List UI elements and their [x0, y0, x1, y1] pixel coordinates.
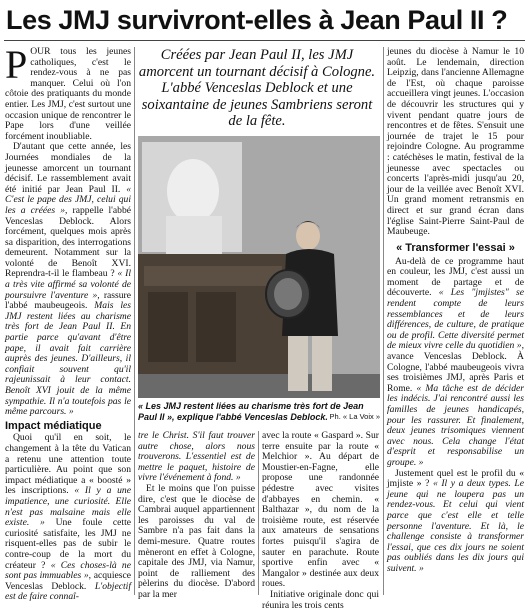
paragraph	[387, 257, 524, 469]
column-divider	[383, 47, 384, 595]
photo-illustration	[138, 136, 380, 398]
lead-paragraph	[5, 42, 131, 142]
text: Au-delà de ce programme haut en couleur, les JMJ, c'est aussi un moment de partage et de découverte.	[387, 255, 524, 299]
paragraph	[138, 431, 255, 484]
paragraph	[387, 469, 524, 575]
photo-caption	[138, 401, 380, 422]
quote: « C'est le pape des JMJ, celui qui les a créées »	[5, 183, 131, 216]
column-divider	[258, 431, 259, 595]
caption-text: « Les JMJ restent liées au charisme très fort de Jean Paul II », explique l'abbé Venceslas Deblock.	[138, 401, 364, 422]
text: D'autant que cette année, les Journées mondiales de la jeunesse amorcent un tournant décisif. Le rassemblement avait été initié par Jean Paul II.	[5, 141, 131, 195]
text: Une foule cette curiosité satisfaite, les JMJ ne risquent-elles pas de subir le contre-coup de la mort du créateur ?	[5, 517, 131, 571]
quote: tre le Christ. S'il faut trouver autre chose, alors nous trouverons. L'essentiel est de mettre le paquet, histoire de vivre l'événement à fond. »	[138, 430, 255, 484]
text: Initiative originale donc qui réunira les trois cents	[262, 588, 379, 611]
quote: « Il a très vite affirmé sa volonté de poursuivre l'aventure »	[5, 268, 131, 301]
drop-cap: P	[5, 42, 28, 87]
quote: « Ma tâche est de décider les indécis. J'ai rencontré aussi les familles de jeunes handicapés, pour les rassurer. Et finalement, deux jeunes trisomiques viennent avec nous. Cela change l'état d'esprit et responsabilise un groupe. »	[387, 382, 524, 468]
text: Quoi qu'il en soit, le changement à la tête du Vatican a retenu une attention toute particulière. Au point que son impact médiatique a « boosté » les inscriptions.	[5, 432, 131, 497]
text: Et le moins que l'on puisse dire, c'est que le diocèse de Cambrai auquel appartiennent les paroisses du val de Sambre n'a pas fait dans la demi-mesure. Quatre routes mèneront en effet à Cologne, capitale des JMJ, via Namur, point de ralliement des pèlerins du diocèse. D'abord par la mer	[138, 482, 255, 600]
paragraph	[5, 142, 131, 417]
article-column-1	[5, 42, 132, 603]
article-column-3	[262, 430, 379, 611]
section-subheading: « Transformer l'essai »	[396, 241, 515, 254]
quote: Mais les JMJ restent liées au charisme très fort de Jean Paul II. En partie parce qu'avant d'être pape, il avait fait carrière auprès des jeunes. D'ailleurs, il confiait souvent qu'il rajeunissait à leur contact. Benoît XVI jouit de la même sympathie. Il n'a toutefois pas le même parcours. »	[5, 300, 131, 418]
text: , acquiesce Venceslas Deblock.	[5, 570, 131, 592]
paragraph	[138, 484, 255, 601]
text: , rassure l'abbé maubeugeois.	[5, 289, 131, 312]
quote: « Les "jmjistes" se rendent compte de leurs ressemblances et de leurs différences, de culture, de pratique ou de profil. Cette diversité permet de mieux vivre celle du quotidien »	[387, 287, 525, 352]
headline-rule	[4, 40, 525, 41]
quote: « Ces choses-là ne sont pas immuables »	[5, 559, 131, 582]
article-column-2	[138, 430, 255, 600]
paragraph	[5, 433, 131, 603]
quote: L'objectif est de faire connaî-	[5, 580, 131, 603]
text: Justement quel est le profil du « jmjiste » ?	[387, 467, 524, 490]
column-divider	[134, 47, 135, 595]
text: jeunes du diocèse à Namur le 10 août. Le lendemain, direction Leipzig, dans l'ancienne Allemagne de l'Est, où chaque paroisse accueillera vingt jeunes. L'occasion de découvrir les structures qui y vivent pendant quatre jours de rencontres et de fêtes. S'ensuit une journée de trajet le 15 pour rejoindre Cologne. Au programme : catéchèses le matin, festival de la jeunesse avec spectacles ou concerts l'après-midi jusqu'au 20, jour de la veillée avec Benoît XVI. Un grand moment retransmis en direct et sur grand écran dans l'église Saint-Pierre Saint-Paul de Maubeuge.	[387, 46, 524, 238]
lead-text: OUR tous les jeunes catholiques, c'est le rendez-vous à ne pas manquer. Celui où l'on côtoie des pratiquants du monde entier. Les JMJ, c'est surtout une occasion unique de rencontrer le Pape lors d'une veillée forcément inoubliable.	[5, 46, 131, 142]
paragraph	[387, 47, 524, 238]
article-photo	[138, 136, 380, 398]
article-column-4	[387, 47, 524, 597]
paragraph	[262, 590, 379, 611]
quote: « Il y a deux types. Le jeune qui ne loupera pas un rendez-vous. Et celui qui vient parce que c'est elle et telle personne l'aventure. Et là, le challenge consiste à transformer l'essai, que ces dix jours ne soient pas oubliés dans les dix jours qui suivent. »	[387, 478, 525, 574]
text: avec la route « Gaspard ». Sur terre ensuite par la route « Melchior ». Au départ de Moustier-en-Fagne, elle propose une randonnée pédestre avec visites d'abbayes en chemin. « Balthazar », du nom de la troisième route, est réservée aux amateurs de sensations fortes puisqu'il s'agira de sauter en parachute. Route sportive enfin avec « Mangalor » destinée aux deux roues.	[262, 430, 379, 590]
quote: « Il y a une impatience, une curiosité. Elle n'est pas malsaine mais elle existe. »	[5, 485, 131, 529]
article-deck: Créées par Jean Paul II, les JMJ amorcent un tournant décisif à Cologne. L'abbé Venceslas Deblock et une soixantaine de jeunes Sambriens seront de la fête.	[138, 47, 376, 129]
paragraph	[262, 431, 379, 590]
headline: Les JMJ survivront-elles à Jean Paul II ?	[6, 5, 508, 35]
text: , avance Venceslas Deblock. À Cologne, l'abbé maubeugeois vivra ses troisièmes JMJ, après Paris et Rome.	[387, 340, 524, 394]
section-heading: Impact médiatique	[5, 419, 102, 432]
photo-credit: Ph. « La Voix »	[329, 411, 380, 421]
text: , rappelle l'abbé Venceslas Deblock. Alors forcément, quelques mois après sa disparition, des interrogations demeurent. Notamment sur la volonté de Benoît XVI. Reprendra-t-il le flambeau ?	[5, 204, 132, 280]
